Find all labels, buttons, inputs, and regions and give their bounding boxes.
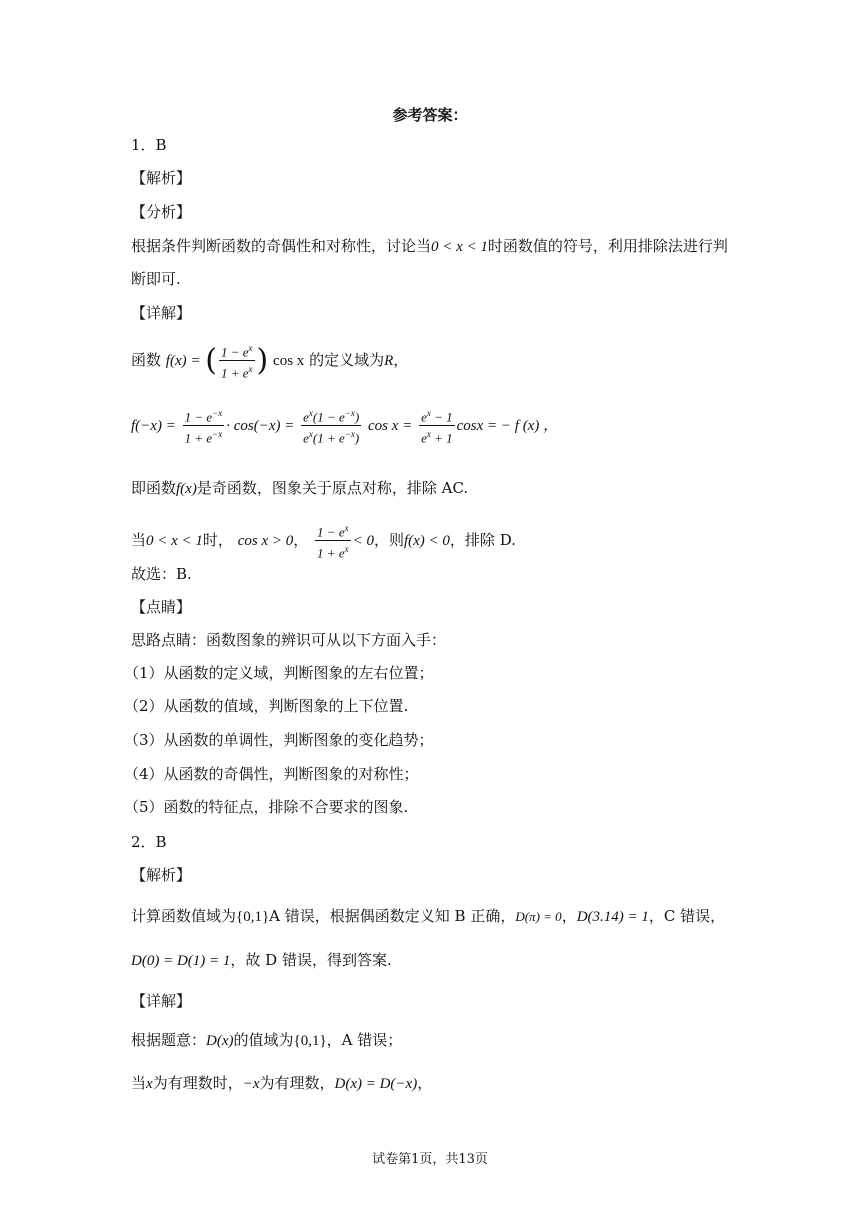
math-d-pi: D(π) = 0 [515,909,562,924]
q1-fenxi-line1 [131,235,728,258]
q1-fenxi-heading: 【分析】 [131,203,192,221]
fraction: $\frac{1 - e^x}{1 + e^x}$ [315,520,351,562]
page-footer: 试卷第1页，共13页 [372,1152,488,1167]
math-d-314: D(3.14) = 1 [576,909,649,925]
math-x: x [146,1076,153,1092]
math-inequality: 0 < x < 1 [431,239,488,255]
dianjing-item: （1）从函数的定义域，判断图象的左右位置； [124,664,434,682]
paren-close: ) [256,342,269,378]
paren-open: ( [205,342,217,378]
text: 的定义域为 [309,350,385,369]
q2-jiexi-heading: 【解析】 [131,866,192,884]
math-mx: −x [242,1076,260,1092]
text: 根据条件判断函数的奇偶性和对称性，讨论当 [131,237,432,255]
q2-xiangjie-heading: 【详解】 [131,992,192,1010]
math-set: {0,1} [236,909,270,925]
q1-function-def: 函数 f(x) = ( $\frac{1 - e^x}{1 + e^x}$ ) cos x 的定义域为R， [131,340,408,382]
dianjing-item: （2）从函数的值域，判断图象的上下位置. [124,697,409,715]
q1-dianjing-heading: 【点睛】 [131,598,192,616]
math-d-eq: D(0) = D(1) = 1 [131,953,231,969]
math-tail: cosx = − f (x) ， [456,417,559,434]
q1-xiangjie-heading: 【详解】 [131,304,192,322]
answer-title: 参考答案： [392,106,468,124]
math-dx: D(x) [206,1033,234,1049]
text: 函数 [131,350,162,369]
q2-jiexi-line2: D(0) = D(1) = 1，故 D 错误，得到答案. [131,951,392,969]
q1-dianjing-intro: 思路点睛：函数图象的辨识可从以下方面入手： [131,631,447,649]
q1-odd-conclusion: 即函数f(x)是奇函数，图象关于原点对称，排除 AC. [131,479,469,497]
fraction: $\frac{1 - e^x}{1 + e^x}$ [219,340,255,382]
q1-odd-derivation [131,405,558,447]
math-cos-mx: · cos(−x) = [226,417,295,434]
math-set: {0,1} [293,1033,327,1049]
q2-jiexi-line1: 计算函数值域为{0,1}A 错误，根据偶函数定义知 B 正确，D(π) = 0，D(3.14) = 1，C 错误， [131,907,726,925]
q1-sign-analysis: 当0 < x < 1时， cos x > 0， $\frac{1 - e^x}{1 + e^x}$ < 0，则f(x) < 0，排除 D. [131,520,516,562]
q2-xiangjie-line2: 当x为有理数时，−x为有理数，D(x) = D(−x)， [131,1074,433,1092]
fraction-2: $\frac{e^x(1 - e^{-x})}{e^x(1 + e^{-x})}$ [301,405,361,447]
math-fx: f(x) = [165,352,201,369]
q1-fenxi-line2: 断即可. [131,270,181,288]
math-fx: f(x) [176,481,197,497]
dianjing-item: （5）函数的特征点，排除不合要求的图象. [124,798,409,816]
q1-jiexi-heading: 【解析】 [131,169,192,187]
fraction-3: $\frac{e^x - 1}{e^x + 1}$ [419,405,455,447]
text: 时函数值的符号，利用排除法进行判 [487,237,728,255]
q1-choice: 故选：B. [131,565,192,583]
math-cos-pos: cos x > 0 [237,532,294,549]
math-cos-eq: cos x = [368,417,413,434]
math-d-even: D(x) = D(−x) [334,1076,418,1092]
math-fx-neg: f(x) < 0 [403,532,450,549]
math-cos: cos x [273,352,305,369]
math-R: R [384,352,394,369]
fraction-1: $\frac{1 - e^{-x}}{1 + e^{-x}}$ [183,405,225,447]
q2-xiangjie-line1: 根据题意：D(x)的值域为{0,1}，A 错误； [131,1031,403,1049]
dianjing-item: （3）从函数的单调性，判断图象的变化趋势； [124,731,434,749]
dianjing-item: （4）从函数的奇偶性，判断图象的对称性； [124,765,419,783]
math-inequality: 0 < x < 1 [146,532,203,549]
q2-answer: 2．B [131,833,167,851]
math-fmx: f(−x) = [131,417,176,434]
q1-answer: 1．B [131,136,167,154]
